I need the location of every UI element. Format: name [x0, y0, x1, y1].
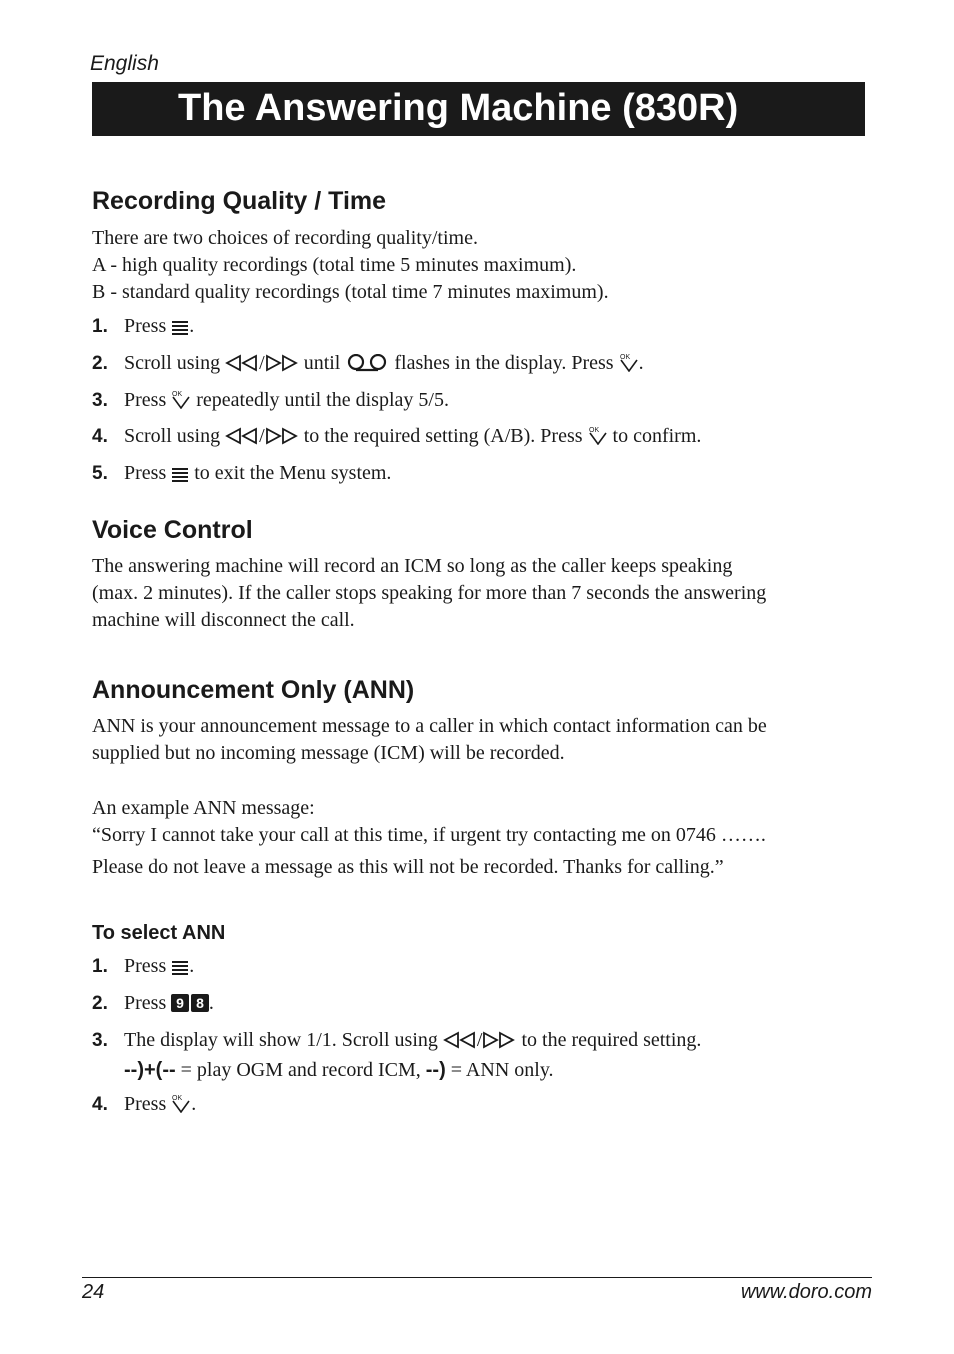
- step-text: Press: [124, 315, 172, 337]
- select-step: [92, 1027, 862, 1084]
- select-step: [92, 953, 862, 983]
- page-title: The Answering Machine (830R): [178, 87, 739, 129]
- svg-text:OK: OK: [619, 354, 630, 361]
- ok-icon: [588, 425, 608, 453]
- step-text: /: [476, 1029, 483, 1051]
- select-step: [92, 990, 862, 1020]
- step-text: Press: [124, 1093, 172, 1115]
- step-text: Press: [124, 992, 172, 1014]
- select-ann-steps: [92, 953, 862, 1121]
- recording-steps: [92, 313, 862, 490]
- ann-only-symbol: --): [425, 1059, 446, 1081]
- recording-step: [92, 460, 862, 490]
- rewind-icon: [443, 1030, 477, 1057]
- voice-heading: Voice Control: [92, 516, 253, 544]
- step-text: = play OGM and record ICM,: [175, 1059, 426, 1081]
- forward-icon: [265, 426, 299, 453]
- recording-step: [92, 423, 862, 453]
- step-text: Scroll using: [124, 425, 226, 447]
- recording-heading: Recording Quality / Time: [92, 187, 387, 215]
- step-number: 1.: [92, 956, 108, 977]
- svg-text:OK: OK: [588, 427, 599, 434]
- menu-icon: [171, 316, 189, 343]
- step-number: 5.: [92, 463, 108, 484]
- ok-icon: [171, 389, 191, 417]
- step-text: to exit the Menu system.: [189, 462, 392, 484]
- footer-divider: [82, 1277, 872, 1278]
- rewind-icon: [225, 353, 259, 380]
- voice-line: (max. 2 minutes). If the caller stops speaking for more than 7 seconds the answering: [92, 582, 767, 604]
- step-text: /: [259, 425, 265, 447]
- voice-line: machine will disconnect the call.: [92, 609, 355, 631]
- step-text: /: [259, 352, 265, 374]
- voice-line: The answering machine will record an ICM so long as the caller keeps speaking: [92, 555, 733, 577]
- ann-line: ANN is your announcement message to a caller in which contact information can be: [92, 715, 767, 737]
- svg-text:OK: OK: [172, 391, 183, 398]
- forward-icon: [482, 1030, 516, 1057]
- step-text: flashes in the display. Press: [389, 352, 619, 374]
- footer-url[interactable]: www.doro.com: [740, 1281, 872, 1303]
- svg-text:9: 9: [176, 995, 185, 1011]
- ann-example-line: “Sorry I cannot take your call at this time, if urgent try contacting me on 0746 …….: [92, 824, 766, 846]
- select-ann-heading: To select ANN: [92, 922, 226, 944]
- recording-intro-line: A - high quality recordings (total time 5 minutes maximum).: [92, 254, 577, 276]
- step-number: 2.: [92, 993, 108, 1014]
- step-text: to confirm.: [607, 425, 702, 447]
- step-text: to the required setting (A/B). Press: [298, 425, 588, 447]
- ann-section: [92, 674, 862, 881]
- recording-section: [92, 185, 862, 490]
- keypad-key-icon: [171, 993, 189, 1020]
- language-label: English: [90, 52, 159, 75]
- step-text: .: [191, 1093, 197, 1115]
- ann-example-line: Please do not leave a message as this will not be recorded. Thanks for calling.”: [92, 856, 724, 878]
- menu-icon: [171, 956, 189, 983]
- step-text: Scroll using: [124, 352, 226, 374]
- step-number: 2.: [92, 353, 108, 374]
- svg-text:8: 8: [196, 995, 204, 1011]
- recording-step: [92, 387, 862, 417]
- ok-icon: [619, 352, 639, 380]
- recording-step: [92, 313, 862, 343]
- step-text: to the required setting.: [516, 1029, 702, 1051]
- step-text: = ANN only.: [445, 1059, 554, 1081]
- page-number: 24: [82, 1281, 105, 1303]
- step-text: until: [298, 352, 346, 374]
- step-text: .: [189, 955, 195, 977]
- step-number: 3.: [92, 1030, 108, 1051]
- step-number: 3.: [92, 390, 108, 411]
- select-step: [92, 1091, 862, 1121]
- ann-line: supplied but no incoming message (ICM) will be recorded.: [92, 742, 565, 764]
- title-bar: [92, 82, 865, 136]
- rewind-icon: [225, 426, 259, 453]
- recording-intro: [92, 225, 862, 306]
- step-text: .: [638, 352, 644, 374]
- step-number: 1.: [92, 316, 108, 337]
- step-number: 4.: [92, 1094, 108, 1115]
- step-text: Press: [124, 955, 172, 977]
- ok-icon: [171, 1093, 191, 1121]
- voice-section: [92, 514, 862, 634]
- play-record-symbol: --)+(--: [124, 1059, 176, 1081]
- recording-intro-line: B - standard quality recordings (total time 7 minutes maximum).: [92, 281, 609, 303]
- forward-icon: [265, 353, 299, 380]
- svg-text:OK: OK: [172, 1095, 183, 1102]
- ann-heading: Announcement Only (ANN): [92, 676, 415, 704]
- step-text: repeatedly until the display 5/5.: [191, 389, 449, 411]
- menu-icon: [171, 463, 189, 490]
- step-text: .: [189, 315, 195, 337]
- tape-icon: [345, 353, 389, 380]
- step-text: Press: [124, 462, 172, 484]
- select-ann-section: [92, 920, 862, 1121]
- step-text: The display will show 1/1. Scroll using: [124, 1029, 443, 1051]
- step-text: .: [208, 992, 214, 1014]
- step-text: Press: [124, 389, 172, 411]
- keypad-key-icon: [191, 993, 209, 1020]
- step-number: 4.: [92, 426, 108, 447]
- ann-example-label: An example ANN message:: [92, 797, 315, 819]
- recording-step: [92, 350, 862, 380]
- recording-intro-line: There are two choices of recording quality/time.: [92, 227, 478, 249]
